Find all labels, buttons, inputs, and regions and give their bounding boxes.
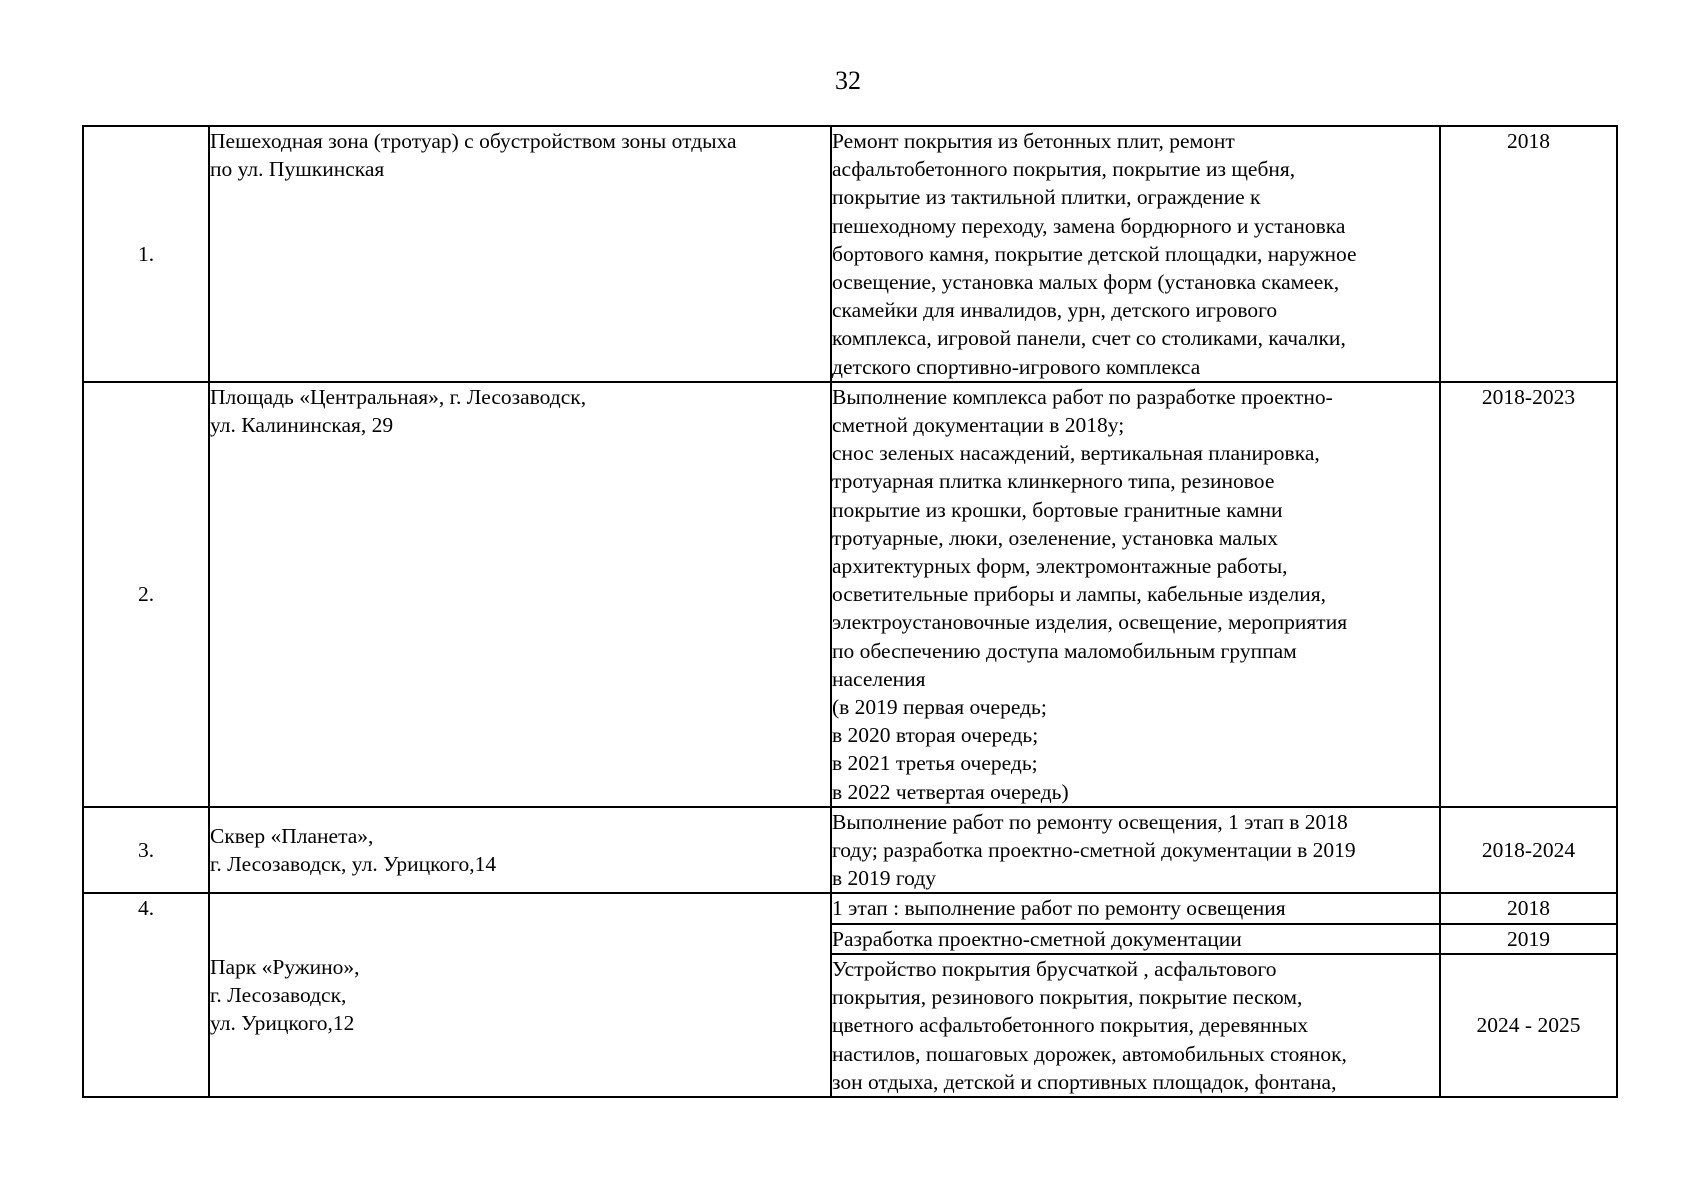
year-cell: 2018 xyxy=(1440,893,1617,923)
works-line: покрытия, резинового покрытия, покрытие песком, xyxy=(832,985,1303,1010)
object-line: Парк «Ружино», xyxy=(210,954,360,979)
works-line: в 2020 вторая очередь; xyxy=(832,723,1039,748)
row-number: 3. xyxy=(83,807,209,894)
object-line: Пешеходная зона (тротуар) с обустройством зоны отдыха xyxy=(210,129,737,153)
works-line: году; разработка проектно-сметной документации в 2019 xyxy=(832,838,1356,863)
works-line: Устройство покрытия брусчаткой , асфальтового xyxy=(832,956,1277,981)
works-line: пешеходному переходу, замена бордюрного и установка xyxy=(832,213,1346,238)
year-cell: 2018-2024 xyxy=(1440,807,1617,894)
object-line: ул. Урицкого,12 xyxy=(210,1011,355,1036)
table-row xyxy=(83,893,1617,923)
works-line: в 2019 году xyxy=(832,866,937,891)
object-line: по ул. Пушкинская xyxy=(210,157,385,182)
works-line: по обеспечению доступа маломобильным группам xyxy=(832,638,1297,663)
row-number: 1. xyxy=(83,126,209,382)
works-line: Ремонт покрытия из бетонных плит, ремонт xyxy=(832,129,1235,153)
object-cell xyxy=(209,807,831,894)
works-line: скамейки для инвалидов, урн, детского игрового xyxy=(832,298,1278,323)
works-table xyxy=(82,125,1618,1098)
works-line: в 2021 третья очередь; xyxy=(832,751,1038,776)
works-cell xyxy=(831,924,1440,954)
works-line: (в 2019 первая очередь; xyxy=(832,695,1047,720)
works-line: осветительные приборы и лампы, кабельные изделия, xyxy=(832,582,1326,607)
object-cell xyxy=(209,893,831,1096)
year-cell: 2018 xyxy=(1440,126,1617,382)
works-line: тротуарные, люки, озеленение, установка малых xyxy=(832,525,1278,550)
works-line: покрытие из тактильной плитки, ограждение к xyxy=(832,185,1261,210)
works-cell xyxy=(831,954,1440,1097)
works-line: Разработка проектно-сметной документации xyxy=(832,926,1242,951)
works-line: Выполнение работ по ремонту освещения, 1 этап в 2018 xyxy=(832,809,1348,834)
object-line: ул. Калининская, 29 xyxy=(210,413,394,438)
works-line: бортового камня, покрытие детской площадки, наружное xyxy=(832,241,1357,266)
works-cell xyxy=(831,382,1440,807)
works-line: снос зеленых насаждений, вертикальная планировка, xyxy=(832,441,1320,466)
works-line: комплекса, игровой панели, счет со столиками, качалки, xyxy=(832,326,1346,351)
works-line: покрытие из крошки, бортовые гранитные камни xyxy=(832,497,1283,522)
object-line: г. Лесозаводск, ул. Урицкого,14 xyxy=(210,852,497,877)
page-number: 32 xyxy=(835,66,861,95)
works-cell xyxy=(831,807,1440,894)
works-cell xyxy=(831,893,1440,923)
works-line: освещение, установка малых форм (установка скамеек, xyxy=(832,270,1340,295)
works-line: Выполнение комплекса работ по разработке проектно- xyxy=(832,384,1333,409)
works-line: населения xyxy=(832,666,926,691)
object-line: Площадь «Центральная», г. Лесозаводск, xyxy=(210,384,587,409)
table-row xyxy=(83,382,1617,807)
year-cell: 2024 - 2025 xyxy=(1440,954,1617,1097)
year-cell: 2018-2023 xyxy=(1440,382,1617,807)
row-number: 4. xyxy=(83,893,209,1096)
table-row xyxy=(83,126,1617,382)
object-line: г. Лесозаводск, xyxy=(210,983,347,1008)
works-line: зон отдыха, детской и спортивных площадок, фонтана, xyxy=(832,1069,1337,1094)
works-line: детского спортивно-игрового комплекса xyxy=(832,354,1201,379)
works-line: настилов, пошаговых дорожек, автомобильных стоянок, xyxy=(832,1041,1347,1066)
works-line: архитектурных форм, электромонтажные работы, xyxy=(832,554,1288,579)
row-number: 2. xyxy=(83,382,209,807)
table-row xyxy=(83,807,1617,894)
object-cell xyxy=(209,126,831,382)
works-line: тротуарная плитка клинкерного типа, резиновое xyxy=(832,469,1275,494)
works-line: цветного асфальтобетонного покрытия, деревянных xyxy=(832,1013,1309,1038)
year-cell: 2019 xyxy=(1440,924,1617,954)
object-cell xyxy=(209,382,831,807)
works-line: в 2022 четвертая очередь) xyxy=(832,779,1069,804)
works-line: сметной документации в 2018у; xyxy=(832,413,1125,438)
object-line: Сквер «Планета», xyxy=(210,823,374,848)
works-line: электроустановочные изделия, освещение, мероприятия xyxy=(832,610,1348,635)
works-cell xyxy=(831,126,1440,382)
works-line: 1 этап : выполнение работ по ремонту освещения xyxy=(832,896,1286,921)
works-line: асфальтобетонного покрытия, покрытие из щебня, xyxy=(832,157,1296,182)
